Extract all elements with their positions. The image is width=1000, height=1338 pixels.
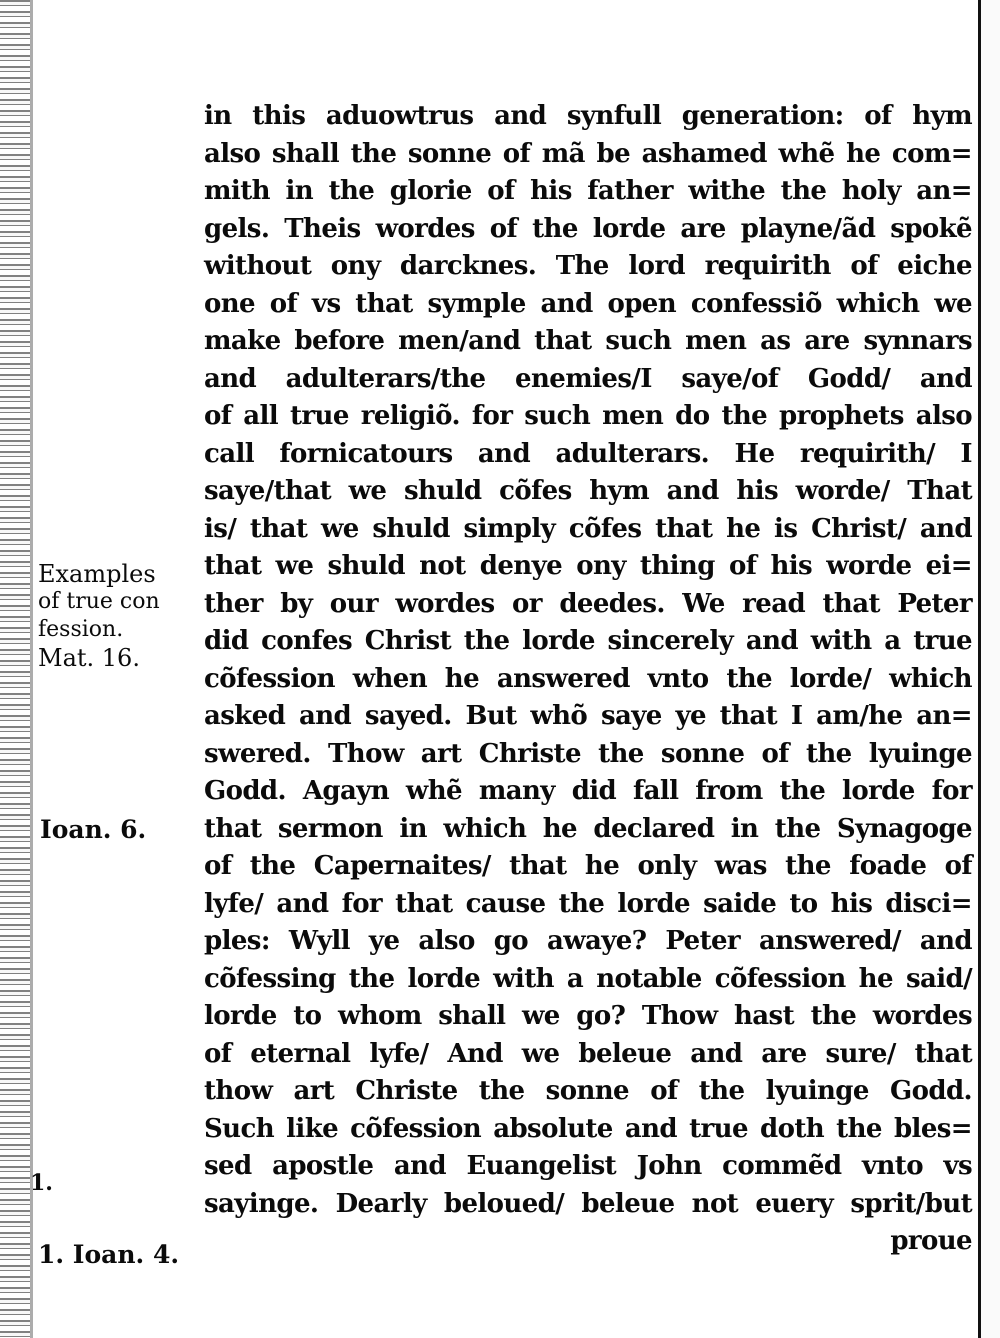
page-right-margin — [981, 0, 1000, 1338]
text-line: one of vs that symple and open confessiõ which we — [204, 288, 972, 319]
text-line: ther by our wordes or deedes. We read that Peter — [204, 588, 972, 619]
text-line: did confes Christ the lorde sincerely and with a true — [204, 626, 972, 656]
margin-note-examples — [38, 560, 198, 672]
main-text-block — [204, 98, 972, 1261]
text-line: mith in the glorie of his father withe the holy an= — [204, 176, 972, 206]
text-line: of the Capernaites/ that he only was the foade of — [204, 851, 972, 881]
margin-note-line: of true con — [38, 589, 160, 614]
text-line: is/ that we shuld simply cõfes that he is Christ/ and — [204, 513, 972, 544]
text-line: of eternal lyfe/ And we beleue and are sure/ that — [204, 1038, 972, 1069]
text-line: Such like cõfession absolute and true doth the bles= — [204, 1113, 972, 1144]
margin-note-line: Examples — [38, 560, 156, 588]
text-line: asked and sayed. But whõ saye ye that I am/he an= — [204, 701, 972, 731]
text-line: cõfession when he answered vnto the lorde/ which — [204, 663, 972, 694]
text-line: in this aduowtrus and synfull generation: of hym — [204, 101, 972, 131]
text-line: thow art Christe the sonne of the lyuinge Godd. — [204, 1076, 972, 1106]
margin-reference-1-john-4: 1. Ioan. 4. — [38, 1240, 180, 1269]
scan-gutter — [0, 0, 30, 1338]
text-line: sed apostle and Euangelist John commẽd vnto vs — [204, 1151, 972, 1181]
text-line: lorde to whom shall we go? Thow hast the wordes — [204, 1001, 972, 1031]
text-line: lyfe/ and for that cause the lorde saide to his disci= — [204, 888, 972, 919]
text-line: call fornicatours and adulterars. He requirith/ I — [204, 438, 972, 469]
margin-note-line: fession. — [38, 617, 124, 642]
text-line: that we shuld not denye ony thing of his worde ei= — [204, 551, 972, 581]
margin-number-one: 1. — [30, 1170, 53, 1196]
gutter-shadow — [30, 0, 33, 1338]
catchword: proue — [890, 1226, 972, 1256]
text-line: gels. Theis wordes of the lorde are playne/ãd spokẽ — [204, 213, 972, 244]
text-line: cõfessing the lorde with a notable cõfession he said/ — [204, 963, 972, 994]
text-line: swered. Thow art Christe the sonne of the lyuinge — [204, 738, 972, 769]
text-line: make before men/and that such men as are synnars — [204, 326, 972, 356]
text-line: of all true religiõ. for such men do the prophets also — [204, 401, 972, 431]
text-line: ples: Wyll ye also go awaye? Peter answered/ and — [204, 926, 972, 956]
margin-reference-matthew: Mat. 16. — [38, 644, 140, 672]
text-line: sayinge. Dearly beloued/ beleue not euery sprit/but — [204, 1188, 972, 1219]
text-line: and adulterars/the enemies/I saye/of Godd/ and — [204, 363, 972, 394]
margin-reference-john-6: Ioan. 6. — [40, 815, 147, 844]
text-line: also shall the sonne of mã be ashamed whẽ he com= — [204, 138, 972, 169]
text-line: saye/that we shuld cõfes hym and his worde/ That — [204, 476, 972, 506]
text-line: Godd. Agayn whẽ many did fall from the lorde for — [204, 776, 972, 806]
text-line: without ony darcknes. The lord requirith of eiche — [204, 251, 972, 281]
text-line: that sermon in which he declared in the Synagoge — [204, 813, 972, 844]
